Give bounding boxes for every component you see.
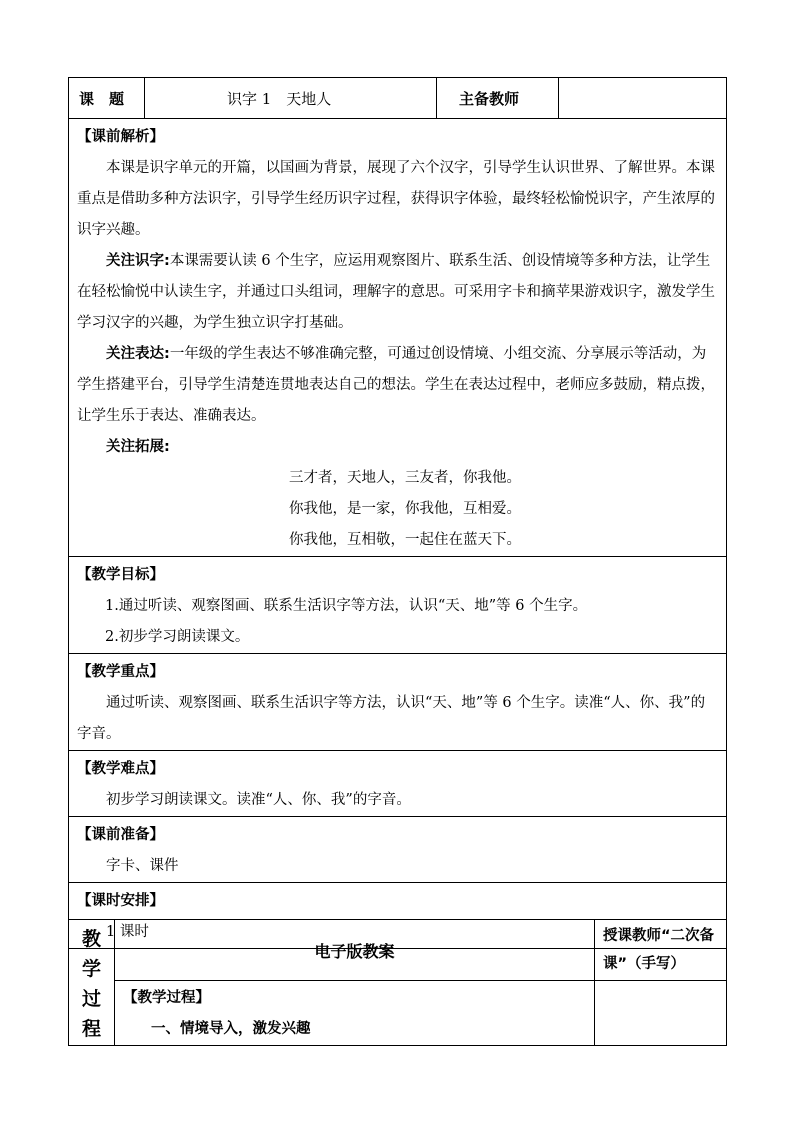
focus-expression-label: 关注表达:: [106, 346, 170, 362]
process-content: [115, 981, 595, 1046]
analysis-intro: 本课是识字单元的开篇，以国画为背景，展现了六个汉字，引导学生认识世界、了解世界。本课重点是借助多种方法识字，引导学生经历识字过程，获得识字体验，最终轻松愉悦识字，产生浓厚的识字兴趣。: [77, 160, 715, 238]
preparation-section: [69, 817, 727, 883]
poem-line: 三才者，天地人，三友者，你我他。: [289, 470, 521, 486]
teacher-note: 授课教师“二次备课”（手写）: [595, 920, 727, 981]
goal-item: 2.初步学习朗读课文。: [105, 629, 250, 645]
side-char: 教: [81, 928, 101, 950]
lesson-info-table: [68, 77, 727, 949]
difficulties-section: [69, 751, 727, 817]
focus-literacy-text: 本课需要认读 6 个生字，应运用观察图片、联系生活、创设情境等多种方法，让学生在轻松愉悦中认读生字，并通过口头组词，理解字的意思。可采用字卡和摘苹果游戏识字，激发学生学习汉字的兴趣，为学生独立识字打基础。: [77, 253, 715, 331]
difficulties-heading: 【教学难点】: [77, 761, 164, 777]
side-char: 过: [81, 988, 101, 1010]
topic-value: 识字 1 天地人: [145, 78, 437, 119]
side-char: 学: [81, 958, 101, 980]
analysis-section: [69, 119, 727, 557]
key-points-section: [69, 654, 727, 751]
teaching-process-table: [68, 919, 727, 1046]
schedule-text: 1 课时: [106, 924, 149, 940]
focus-expression-text: 一年级的学生表达不够准确完整，可通过创设情境、小组交流、分享展示等活动，为学生搭建平台，引导学生清楚连贯地表达自己的想法。学生在表达过程中，老师应多鼓励，精点拨，让学生乐于表达、准确表达。: [77, 346, 715, 424]
handwritten-notes-area: [595, 981, 727, 1046]
process-side-label: [69, 920, 115, 1046]
poem-line: 你我他，互相敬，一起住在蓝天下。: [289, 532, 521, 548]
schedule-heading: 【课时安排】: [77, 893, 164, 909]
focus-extension-label: 关注拓展:: [106, 439, 170, 455]
goals-section: [69, 557, 727, 654]
teacher-value: [559, 78, 727, 119]
analysis-heading: 【课前解析】: [77, 129, 164, 145]
teacher-label: 主备教师: [437, 78, 559, 119]
goals-heading: 【教学目标】: [77, 567, 164, 583]
preparation-heading: 【课前准备】: [77, 827, 164, 843]
topic-label: 课 题: [69, 78, 145, 119]
process-title: 电子版教案: [115, 920, 595, 981]
focus-literacy: [77, 246, 718, 339]
poem-line: 你我他，是一家，你我他，互相爱。: [289, 501, 521, 517]
side-char: 程: [81, 1018, 101, 1040]
key-points-text: 通过听读、观察图画、联系生活识字等方法，认识“天、地”等 6 个生字。读准“人、你、我”的字音。: [77, 695, 706, 742]
preparation-text: 字卡、课件: [106, 858, 179, 874]
difficulties-text: 初步学习朗读课文。读准“人、你、我”的字音。: [106, 792, 411, 808]
focus-expression: [77, 339, 718, 432]
goal-item: 1.通过听读、观察图画、联系生活识字等方法，认识“天、地”等 6 个生字。: [105, 598, 588, 614]
process-step: 一、情境导入，激发兴趣: [151, 1021, 311, 1037]
focus-literacy-label: 关注识字:: [106, 253, 170, 269]
process-heading: 【教学过程】: [123, 990, 210, 1006]
key-points-heading: 【教学重点】: [77, 664, 164, 680]
